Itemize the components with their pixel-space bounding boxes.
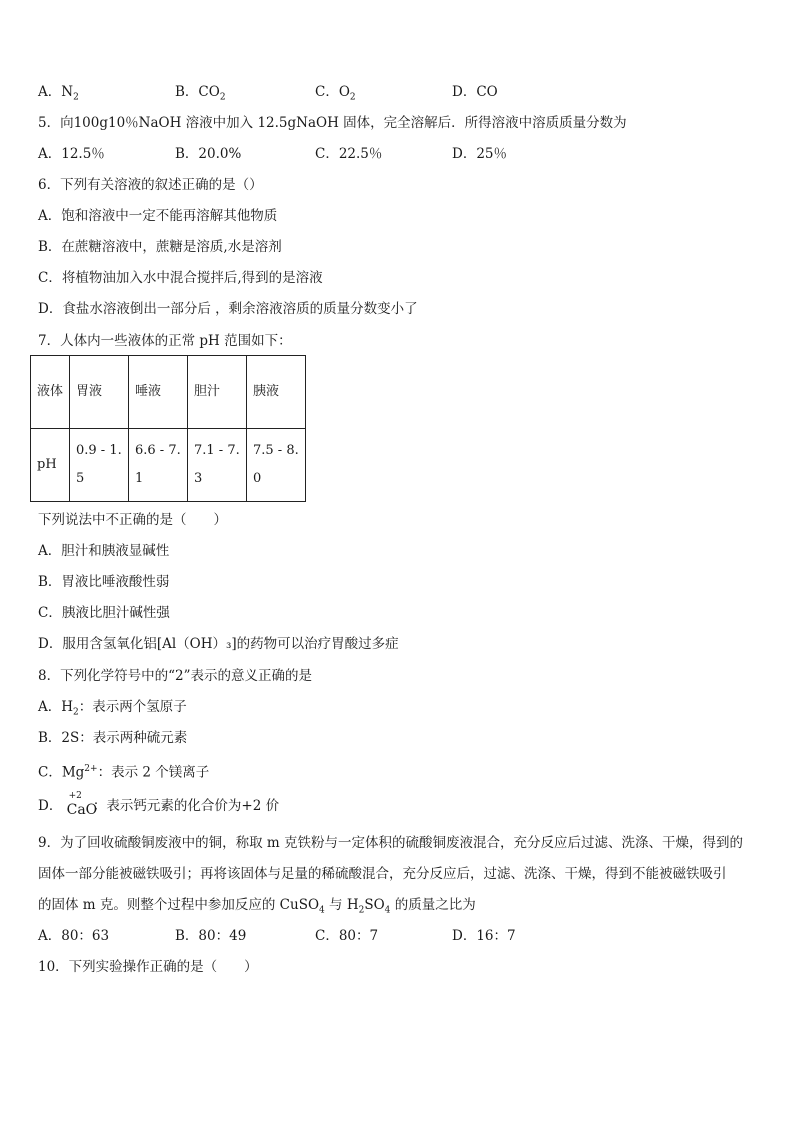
q5-option-d: D．25％: [452, 146, 508, 162]
q7-option-b: B．胃液比唾液酸性弱: [38, 574, 170, 590]
ph-table-value-row: [31, 429, 306, 502]
q8-option-b: B．2S：表示两种硫元素: [38, 730, 188, 746]
q6-stem: 6．下列有关溶液的叙述正确的是（）: [38, 177, 263, 193]
ph-table-header-cell: 胃液: [70, 356, 129, 429]
q9-option-a: A．80：63: [38, 928, 110, 944]
q9-option-c: C．80：7: [315, 928, 379, 944]
ph-table-header-cell: 胰液: [247, 356, 306, 429]
ph-table-header-row: [31, 356, 306, 429]
ph-table-header-cell: 胆汁: [188, 356, 247, 429]
ph-table-value-cell: 0.9 - 1.5: [70, 429, 129, 502]
q5-option-b: B．20.0%: [175, 146, 242, 162]
q4-option-d: D．CO: [452, 84, 498, 100]
q6-option-d: D．食盐水溶液倒出一部分后 ，剩余溶液溶质的质量分数变小了: [38, 301, 418, 317]
q9-option-b: B．80：49: [175, 928, 247, 944]
q6-option-c: C．将植物油加入水中混合搅拌后,得到的是溶液: [38, 270, 323, 286]
q4-option-b: B．$CO_2$: [175, 84, 226, 103]
q4-option-c: C．$O_2$: [315, 84, 356, 103]
q7-stem: 7．人体内一些液体的正常 pH 范围如下：: [38, 333, 292, 349]
ph-table-value-cell: pH: [31, 429, 70, 502]
ph-table: [30, 355, 306, 502]
q4-option-a: A．$N_2$: [38, 84, 79, 103]
q6-option-a: A．饱和溶液中一定不能再溶解其他物质: [38, 208, 278, 224]
q10-stem: 10．下列实验操作正确的是（ ）: [38, 959, 258, 975]
ph-table-header-cell: 唾液: [129, 356, 188, 429]
q9-stem-line3: 的固体 m 克。则整个过程中参加反应的 CuSO$_4$ 与 $H_2SO_4$ 的质量之比为: [38, 897, 476, 916]
ph-table-value-cell: 6.6 - 7.1: [129, 429, 188, 502]
q8-stem: 8．下列化学符号中的“2”表示的意义正确的是: [38, 668, 312, 684]
ph-table-value-cell: 7.5 - 8.0: [247, 429, 306, 502]
q7-question: 下列说法中不正确的是（ ）: [38, 512, 227, 528]
q5-stem: 5．向100g10％NaOH 溶液中加入 12.5gNaOH 固体，完全溶解后．所得溶液中溶质质量分数为: [38, 115, 627, 131]
ph-table-value-cell: 7.1 - 7.3: [188, 429, 247, 502]
q6-option-b: B．在蔗糖溶液中，蔗糖是溶质,水是溶剂: [38, 239, 282, 255]
q8-option-d: D． +2 CaO ：表示钙元素的化合价为+2 价: [38, 791, 279, 822]
q5-option-a: A．12.5％: [38, 146, 105, 162]
q5-option-c: C．22.5％: [315, 146, 383, 162]
q9-stem-line1: 9．为了回收硫酸铜废液中的铜，称取 m 克铁粉与一定体积的硫酸铜废液混合，充分反应后过滤、洗涤、干燥，得到的: [38, 835, 743, 851]
valence-formula: +2 CaO: [66, 790, 98, 818]
q7-option-d: D．服用含氢氧化铝[Al（OH）₃]的药物可以治疗胃酸过多症: [38, 636, 399, 652]
q8-option-a: A．$H_2$：表示两个氢原子: [38, 699, 187, 718]
ph-table-header-cell: 液体: [31, 356, 70, 429]
q7-option-a: A．胆汁和胰液显碱性: [38, 543, 170, 559]
q9-stem-line2: 固体一部分能被磁铁吸引；再将该固体与足量的稀硫酸混合，充分反应后，过滤、洗涤、干燥，得到不能被磁铁吸引: [38, 866, 727, 882]
q9-option-d: D．16：7: [452, 928, 516, 944]
q8-option-c: C．$Mg^{2+}$：表示 2 个镁离子: [38, 764, 210, 781]
q7-option-c: C．胰液比胆汁碱性强: [38, 605, 170, 621]
